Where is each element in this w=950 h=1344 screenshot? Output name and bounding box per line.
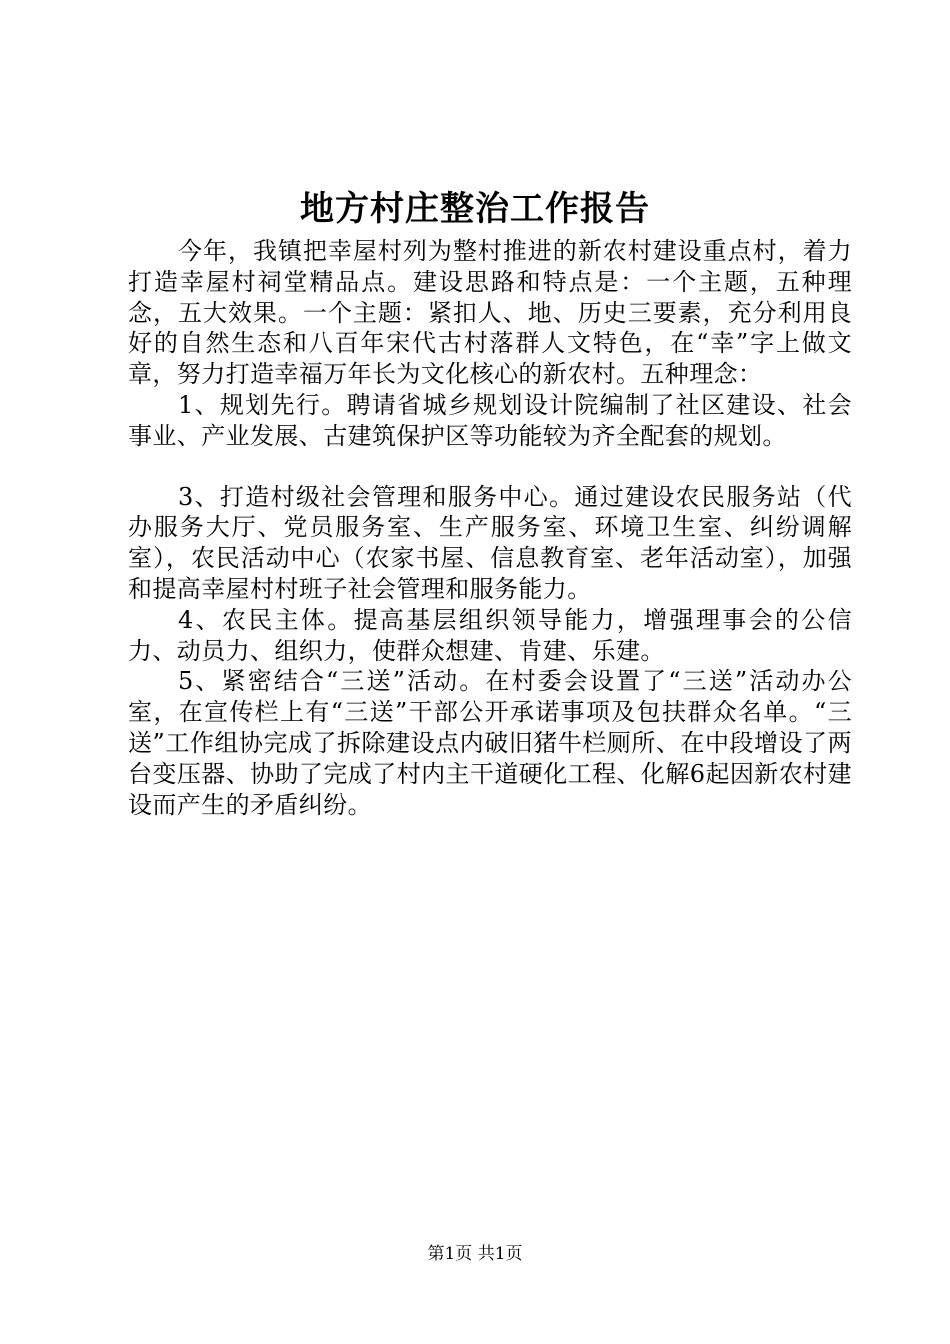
page-number-footer: 第1页 共1页	[427, 1244, 523, 1264]
paragraph-item-5: 5、紧密结合“三送”活动。在村委会设置了“三送”活动办公室，在宣传栏上有“三送”干部公开承诺事项及包扶群众名单。“三送”工作组协完成了拆除建设点内破旧猪牛栏厕所、在中段增设了两台变压器、协助了完成了村内主干道硬化工程、化解6起因新农村建设而产生的矛盾纠纷。	[128, 667, 852, 819]
paragraph-item-3: 3、打造村级社会管理和服务中心。通过建设农民服务站（代办服务大厅、党员服务室、生产服务室、环境卫生室、纠纷调解室），农民活动中心（农家书屋、信息教育室、老年活动室），加强和提高幸屋村村班子社会管理和服务能力。	[128, 482, 852, 603]
paragraph-item-4: 4、农民主体。提高基层组织领导能力，增强理事会的公信力、动员力、组织力，使群众想建、肯建、乐建。	[128, 605, 852, 665]
document-body	[128, 236, 852, 820]
document-title: 地方村庄整治工作报告	[300, 189, 650, 229]
paragraph-intro: 今年，我镇把幸屋村列为整村推进的新农村建设重点村，着力打造幸屋村祠堂精品点。建设思路和特点是：一个主题，五种理念，五大效果。一个主题：紧扣人、地、历史三要素，充分利用良好的自然生态和八百年宋代古村落群人文特色，在“幸”字上做文章，努力打造幸福万年长为文化核心的新农村。五种理念：	[128, 237, 852, 389]
paragraph-item-1: 1、规划先行。聘请省城乡规划设计院编制了社区建设、社会事业、产业发展、古建筑保护区等功能较为齐全配套的规划。	[128, 390, 852, 450]
paragraph-gap	[128, 452, 852, 482]
